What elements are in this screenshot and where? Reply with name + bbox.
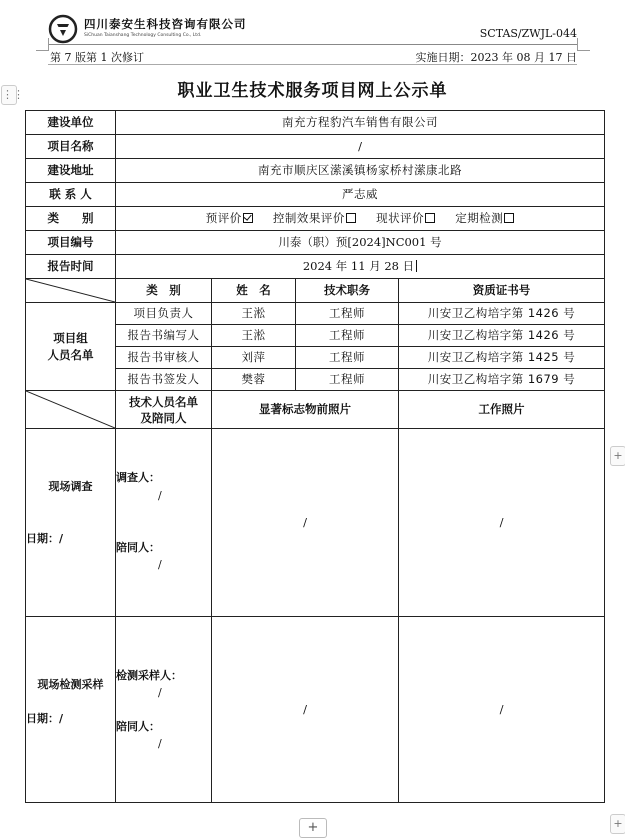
staff-cert[interactable]: 川安卫乙构培字第 1425 号 <box>399 347 605 369</box>
contact-value[interactable]: 严志威 <box>116 183 605 207</box>
investigator-label: 调查人： <box>116 471 160 484</box>
survey-label: 现场调查 <box>48 480 93 493</box>
drag-handle[interactable]: ⋮⋮ <box>1 85 17 105</box>
staff-header-role: 类 别 <box>116 279 212 303</box>
staff-title[interactable]: 工程师 <box>296 325 399 347</box>
side-add-button-bottom[interactable]: + <box>610 814 625 834</box>
staff-title[interactable]: 工程师 <box>296 303 399 325</box>
staff-name[interactable]: 王淞 <box>212 303 296 325</box>
survey-companion-value: / <box>158 558 162 571</box>
staff-cert[interactable]: 川安卫乙构培字第 1679 号 <box>399 369 605 391</box>
checkbox-icon[interactable] <box>346 213 356 223</box>
staff-cert[interactable]: 川安卫乙构培字第 1426 号 <box>399 325 605 347</box>
text-cursor <box>416 260 417 272</box>
survey-label-cell <box>26 429 116 617</box>
survey-date: 日期：/ <box>26 532 64 545</box>
sampling-label-cell <box>26 617 116 803</box>
revision-label: 第 7 版第 1 次修订 <box>50 51 144 64</box>
staff-name[interactable]: 樊蓉 <box>212 369 296 391</box>
document-code: SCTAS/ZWJL-044 <box>479 27 577 40</box>
subheader-divider <box>48 64 577 65</box>
construction-unit-label: 建设单位 <box>26 111 116 135</box>
company-name-en: SiChuan Taianshang Technology Consulting Co., Ltd. <box>84 33 202 38</box>
diagonal-header-cell <box>26 279 116 303</box>
sampling-work-photo[interactable]: / <box>399 617 605 803</box>
report-time-value: 2024 年 11 月 28 日 <box>302 259 415 273</box>
category-label: 类 别 <box>26 207 116 231</box>
staff-role[interactable]: 报告书签发人 <box>116 369 212 391</box>
staff-title[interactable]: 工程师 <box>296 347 399 369</box>
company-logo <box>48 14 78 44</box>
survey-work-photo[interactable]: / <box>399 429 605 617</box>
implement-date: 实施日期：2023 年 08 月 17 日 <box>415 51 577 64</box>
diagonal-photo-header-cell <box>26 391 116 429</box>
project-no-value[interactable]: 川泰（职）预[2024]NC001 号 <box>116 231 605 255</box>
investigator-value: / <box>158 489 162 502</box>
category-option-pre-eval[interactable]: 预评价 <box>206 211 253 225</box>
survey-staff-cell[interactable] <box>116 429 212 617</box>
sampling-staff-cell[interactable] <box>116 617 212 803</box>
header-divider <box>48 44 577 45</box>
construction-unit-value[interactable]: 南充方程豹汽车销售有限公司 <box>116 111 605 135</box>
side-add-button[interactable]: + <box>610 446 625 466</box>
staff-name[interactable]: 刘萍 <box>212 347 296 369</box>
staff-role[interactable]: 报告书编写人 <box>116 325 212 347</box>
sampling-label: 现场检测采样 <box>37 678 104 691</box>
checkbox-icon[interactable] <box>425 213 435 223</box>
sampling-companion-value: / <box>158 737 162 750</box>
sampler-value: / <box>158 686 162 699</box>
contact-label: 联 系 人 <box>26 183 116 207</box>
survey-companion-label: 陪同人： <box>116 541 160 554</box>
checkbox-icon[interactable] <box>504 213 514 223</box>
project-no-label: 项目编号 <box>26 231 116 255</box>
sampler-label: 检测采样人： <box>116 669 182 682</box>
staff-header-cert: 资质证书号 <box>399 279 605 303</box>
page-title: 职业卫生技术服务项目网上公示单 <box>177 81 448 101</box>
staff-role[interactable]: 项目负责人 <box>116 303 212 325</box>
staff-header-title: 技术职务 <box>296 279 399 303</box>
photo-header-staff: 技术人员名单 及陪同人 <box>116 391 212 429</box>
category-option-status-eval[interactable]: 现状评价 <box>376 211 435 225</box>
crop-mark-left <box>36 38 49 51</box>
category-option-periodic[interactable]: 定期检测 <box>455 211 514 225</box>
checkbox-checked-icon[interactable] <box>243 213 253 223</box>
report-time-label: 报告时间 <box>26 255 116 279</box>
notice-table <box>25 110 605 803</box>
project-name-label: 项目名称 <box>26 135 116 159</box>
staff-group-label: 项目组 人员名单 <box>26 303 116 391</box>
category-options <box>116 207 605 231</box>
crop-mark-right <box>577 38 590 51</box>
report-time-cell[interactable] <box>116 255 605 279</box>
category-option-control-eval[interactable]: 控制效果评价 <box>273 211 356 225</box>
photo-header-landmark: 显著标志物前照片 <box>212 391 399 429</box>
staff-cert[interactable]: 川安卫乙构培字第 1426 号 <box>399 303 605 325</box>
staff-header-name: 姓 名 <box>212 279 296 303</box>
company-name: 四川泰安生科技咨询有限公司 <box>84 17 247 31</box>
add-row-button[interactable]: + <box>299 818 327 838</box>
sampling-date: 日期：/ <box>26 712 64 725</box>
photo-header-work: 工作照片 <box>399 391 605 429</box>
address-label: 建设地址 <box>26 159 116 183</box>
staff-role[interactable]: 报告书审核人 <box>116 347 212 369</box>
staff-title[interactable]: 工程师 <box>296 369 399 391</box>
address-value[interactable]: 南充市顺庆区潆溪镇杨家桥村潆康北路 <box>116 159 605 183</box>
survey-landmark-photo[interactable]: / <box>212 429 399 617</box>
project-name-value[interactable]: / <box>116 135 605 159</box>
sampling-landmark-photo[interactable]: / <box>212 617 399 803</box>
staff-name[interactable]: 王淞 <box>212 325 296 347</box>
sampling-companion-label: 陪同人： <box>116 720 160 733</box>
